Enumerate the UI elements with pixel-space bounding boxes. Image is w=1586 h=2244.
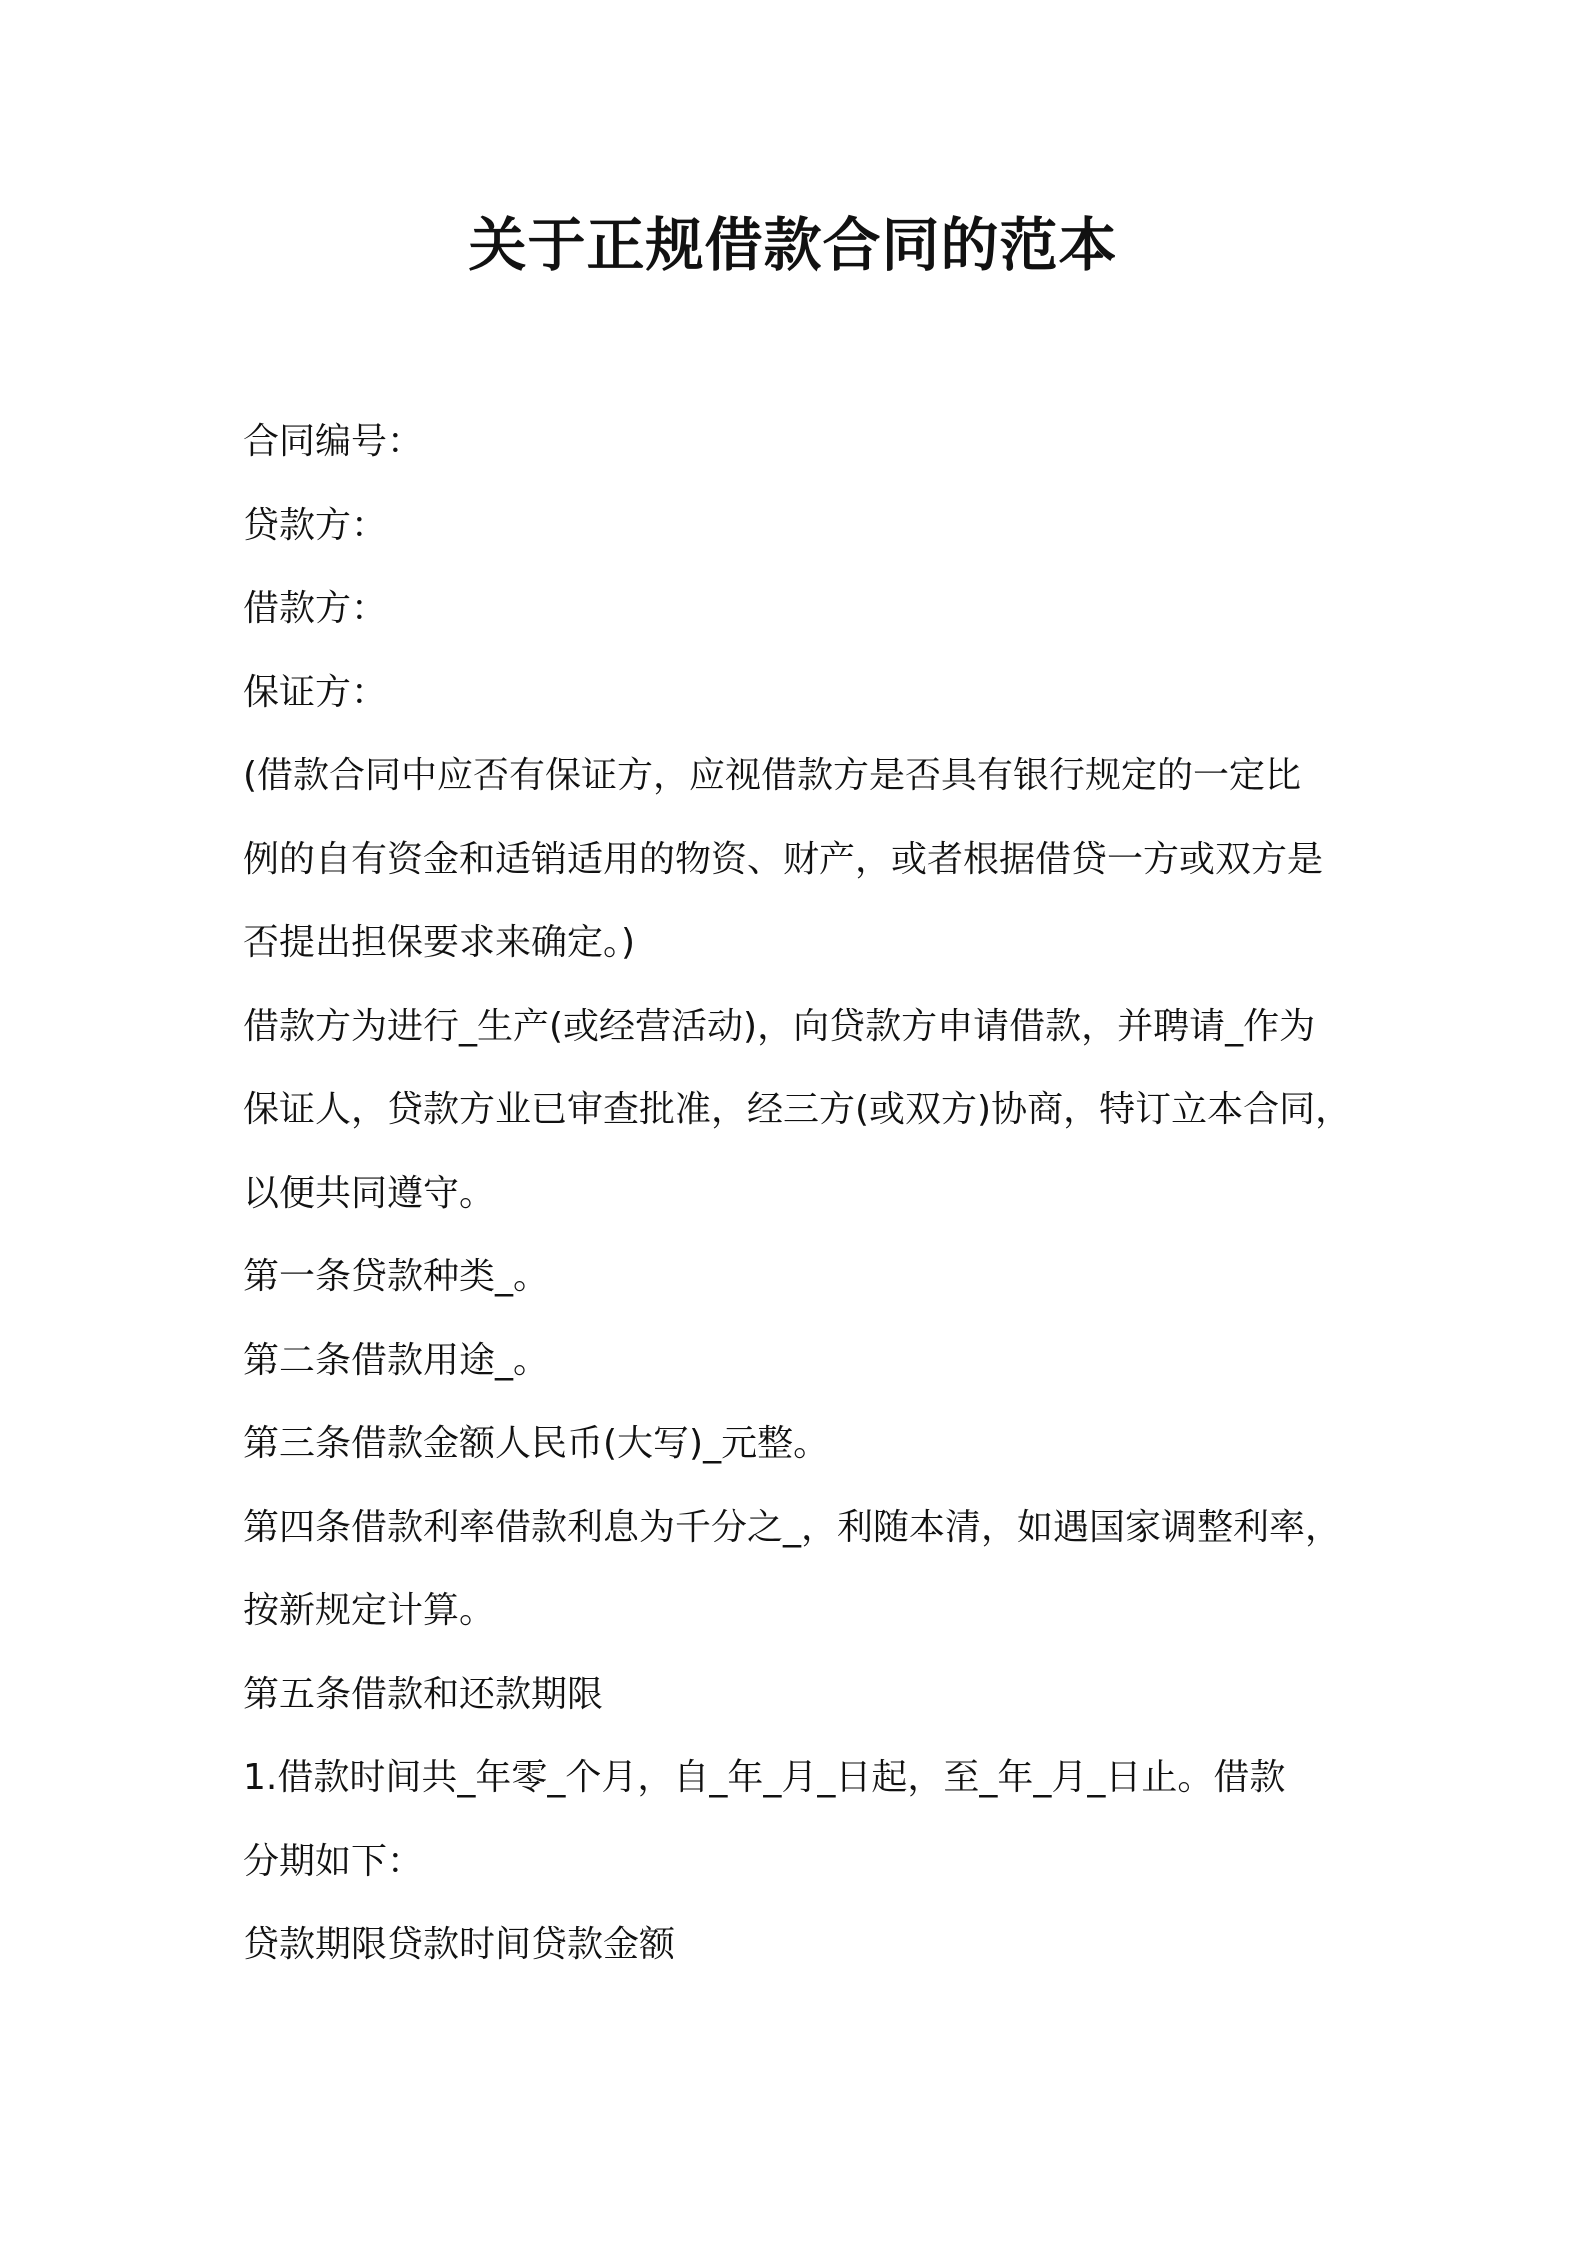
article-5-item-1-line-2: 分期如下： xyxy=(243,1840,424,1882)
guarantor-note-line-1: (借款合同中应否有保证方，应视借款方是否具有银行规定的一定比 xyxy=(243,755,1302,796)
loan-schedule-header: 贷款期限贷款时间贷款金额 xyxy=(243,1924,676,1965)
preamble-line-2: 保证人，贷款方业已审查批准，经三方(或双方)协商，特订立本合同， xyxy=(243,1089,1352,1130)
guarantor-line: 保证方： xyxy=(243,671,388,713)
article-1-line: 第一条贷款种类_。 xyxy=(243,1256,550,1297)
preamble-line-1: 借款方为进行_生产(或经营活动)，向贷款方申请借款，并聘请_作为 xyxy=(243,1005,1316,1047)
article-5-item-1-line-1: 1.借款时间共_年零_个月，自_年_月_日起，至_年_月_日止。借款 xyxy=(243,1757,1286,1798)
contract-number-line: 合同编号： xyxy=(243,421,424,462)
document-body xyxy=(243,400,1363,1987)
article-3-line: 第三条借款金额人民币(大写)_元整。 xyxy=(243,1423,830,1464)
preamble-line-3: 以便共同遵守。 xyxy=(243,1172,496,1214)
article-4-line-2: 按新规定计算。 xyxy=(243,1590,496,1631)
guarantor-note-line-3: 否提出担保要求来确定。) xyxy=(243,922,636,963)
document-title: 关于正规借款合同的范本 xyxy=(468,211,1118,279)
lender-line: 贷款方： xyxy=(243,504,388,546)
article-5-heading: 第五条借款和还款期限 xyxy=(243,1673,604,1715)
guarantor-note-line-2: 例的自有资金和适销适用的物资、财产，或者根据借贷一方或双方是 xyxy=(243,838,1324,880)
borrower-line: 借款方： xyxy=(243,588,388,629)
article-2-line: 第二条借款用途_。 xyxy=(243,1339,550,1381)
article-4-line-1: 第四条借款利率借款利息为千分之_，利随本清，如遇国家调整利率， xyxy=(243,1506,1342,1548)
